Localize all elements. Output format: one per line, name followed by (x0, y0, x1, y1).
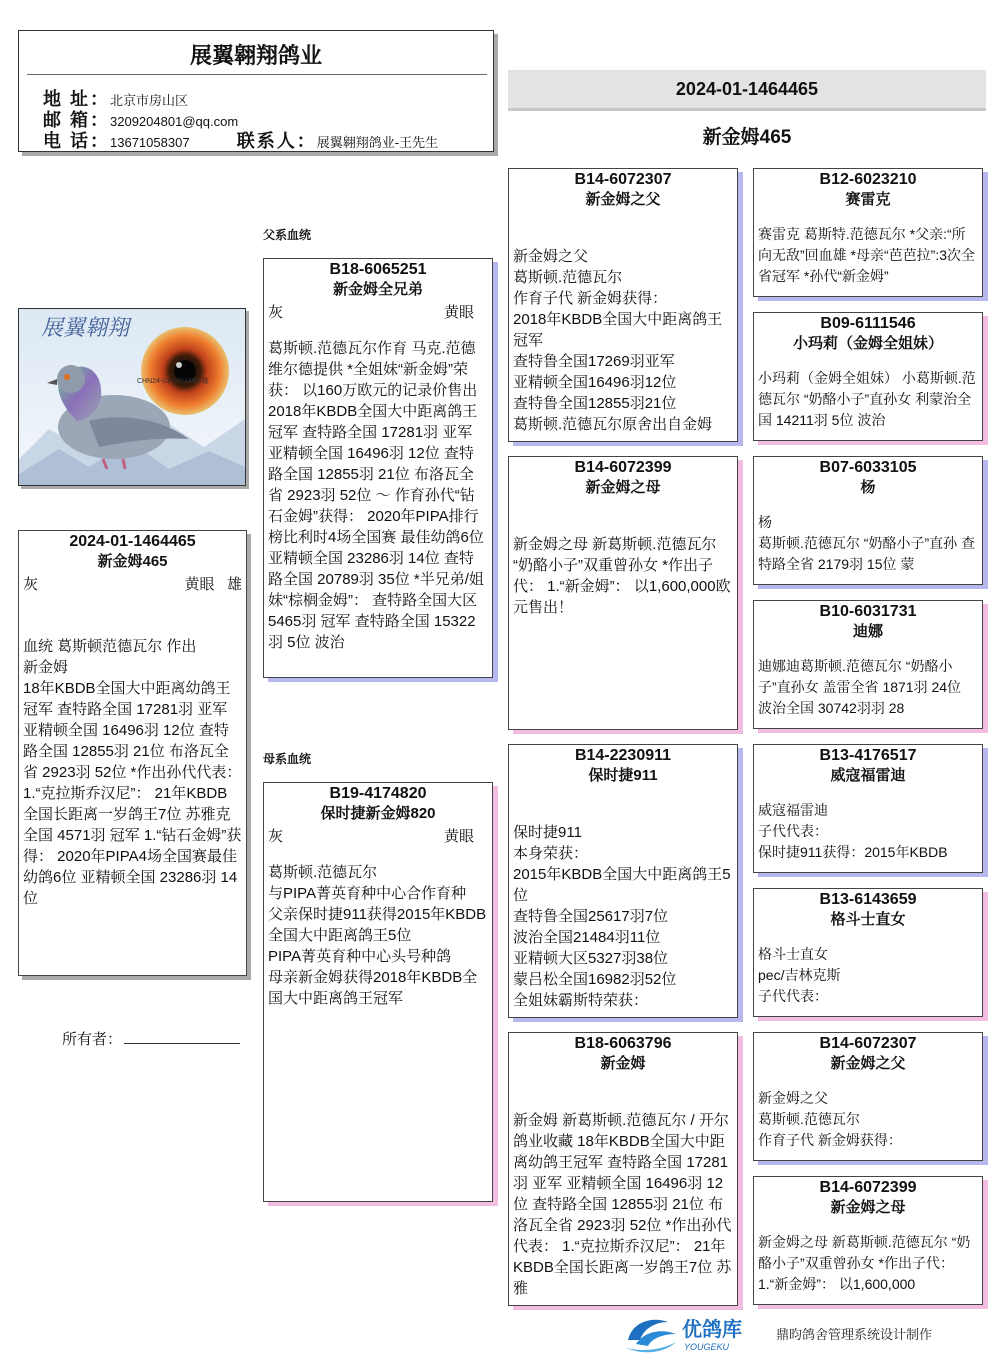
dam-ring: B19-4174820 (329, 785, 427, 802)
dam-dam-description: 新金姆 新葛斯顿.范德瓦尔 / 开尔鸽业收藏 18年KBDB全国大中距离幼鸽王冠军 查特路全国 17281羽 亚军 亚精顿全国 16496羽 12位 查特路全国 12855羽 21位 布洛瓦全省 2923羽 52位 *作出孙代代表： 1.“克拉斯乔汉尼”： 21年KBDB全国长距离一岁鸽王7位 苏雅 (513, 1112, 732, 1297)
dam-dam-name: 新金姆 (600, 1055, 646, 1072)
ggp-sds-ring: B07-6033105 (819, 459, 917, 476)
owner-label: 所有者： (62, 1031, 123, 1048)
dam-description: 葛斯顿.范德瓦尔 与PIPA菁英育种中心合作育种 父亲保时捷911获得2015年KBDB全国大中距离鸽王5位 PIPA菁英育种中心头号种鸽 母亲新金姆获得2018年KBDB全国大中距离鸽王冠军 (268, 864, 487, 1007)
sire-line-label: 父系血统 (263, 228, 312, 242)
dam-dam-ring: B18-6063796 (574, 1035, 672, 1052)
sire-color: 灰 (268, 304, 284, 321)
ggp-sds-card (753, 456, 983, 585)
dam-sire-ring: B14-2230911 (574, 747, 672, 764)
subject-card (18, 530, 247, 976)
photo-brand-text: 展翼翱翔 (41, 316, 130, 341)
sire-sire-name: 新金姆之父 (585, 191, 661, 208)
ggp-sds-name: 杨 (860, 479, 876, 496)
subject-sex: 雄 (226, 576, 242, 593)
dam-card (263, 782, 493, 1202)
yougeku-logo-icon (622, 1310, 762, 1356)
sire-ring: B18-6065251 (329, 261, 427, 278)
ggp-dds-card (753, 1032, 983, 1161)
sire-dam-ring: B14-6072399 (574, 459, 672, 476)
sire-card (263, 258, 493, 678)
loft-title: 展翼翱翔鸽业 (189, 43, 322, 68)
dam-sire-card (508, 744, 738, 1018)
sire-dam-name: 新金姆之母 (585, 479, 661, 496)
sire-sire-card (508, 168, 738, 442)
sire-sire-description: 新金姆之父 葛斯顿.范德瓦尔 作育子代 新金姆获得： 2018年KBDB全国大中距离鸽王冠军 查特鲁全国17269羽亚军 亚精顿全国16496羽12位 查特鲁全国12855羽21位 葛斯顿.范德瓦尔原舍出自金姆 (513, 248, 723, 433)
logo-en-text: YOUGEKU (684, 1342, 730, 1352)
subject-eye: 黄眼 (184, 576, 215, 593)
sire-description: 葛斯顿.范德瓦尔作育 马克.范德维尔德提供 *全姐妹“新金姆”荣获： 以160万欧元的记录价售出 2018年KBDB全国大中距离鸽王冠军 查特路全国 17281羽 亚军 亚精顿全国 16496羽 12位 查特路全国 12855羽 21位 布洛瓦全省 2923羽 52位 ～ 作育孙代“钻石金姆”获得： 2020年PIPA排行榜比利时4场全国赛 最佳幼鸽6位 亚精顿全国 23286羽 14位 查特路全国 20789羽 35位 *半兄弟/姐妹“棕榈金姆”： 查特路全国大区 5465羽 冠军 查特路全国 15322羽 5位 波治 (268, 340, 489, 651)
ggp-ddd-ring: B14-6072399 (819, 1179, 917, 1196)
email-row: 邮 箱：3209204801@qq.com (43, 110, 239, 130)
subject-description: 血统 葛斯顿范德瓦尔 作出 新金姆 18年KBDB全国大中距离幼鸽王冠军 查特路全国 17281羽 亚军 亚精顿全国 16496羽 12位 查特路全国 12855羽 21位 布洛瓦全省 2923羽 52位 *作出孙代代表： 1.“克拉斯乔汉尼”： 21年KBDB全国长距离一岁鸽王7位 苏雅克全国 4571羽 冠军 1.“钻石金姆”获得： 2020年PIPA4场全国赛最佳幼鸽6位 亚精顿全国 23286羽 14位 (23, 638, 242, 907)
ggp-sdd-ring: B10-6031731 (819, 603, 917, 620)
ggp-dsd-name: 格斗士直女 (830, 911, 906, 928)
ggp-ssd-card (753, 312, 983, 441)
sire-attributes (264, 300, 492, 324)
ggp-dss-card (753, 744, 983, 873)
dam-line-label: 母系血统 (263, 752, 312, 766)
pedigree-bird-name: 新金姆465 (702, 127, 792, 148)
ggp-sdd-name: 迪娜 (852, 623, 883, 640)
ggp-sss-description: 赛雷克 葛斯特.范德瓦尔 *父亲:“所向无敌”回血雄 *母亲“芭芭拉”:3次全省冠军 *孙代“新金姆” (758, 226, 975, 284)
subject-ring: 2024-01-1464465 (69, 533, 196, 550)
phone-row: 电 话：13671058307 联系人：展翼翱翔鸽业-王先生 (43, 131, 439, 151)
dam-name: 保时捷新金姆820 (320, 805, 436, 822)
address-row: 地 址：北京市房山区 (43, 89, 189, 109)
ggp-dds-name: 新金姆之父 (830, 1055, 906, 1072)
loft-header (18, 30, 494, 152)
ggp-dsd-card (753, 888, 983, 1017)
dam-color: 灰 (268, 828, 284, 845)
contact-value: 展翼翱翔鸽业-王先生 (316, 135, 439, 150)
logo-cn-text: 优鸽库 (682, 1319, 742, 1341)
subject-attributes (19, 572, 246, 596)
owner-field (62, 1028, 240, 1049)
ggp-dsd-description: 格斗士直女 pec/吉林克斯 子代代表： (758, 946, 841, 1004)
ggp-ssd-ring: B09-6111546 (820, 315, 916, 332)
dam-sire-description: 保时捷911 本身荣获： 2015年KBDB全国大中距离鸽王5位 查特鲁全国25617羽7位 波治全国21484羽11位 亚精顿大区5327羽38位 蒙吕松全国16982羽52位 全姐妹霸斯特荣获： (513, 824, 731, 1009)
ggp-dds-ring: B14-6072307 (819, 1035, 917, 1052)
pedigree-ring-number: 2024-01-1464465 (508, 70, 986, 108)
dam-sire-name: 保时捷911 (588, 767, 658, 784)
phone-value: 13671058307 (110, 135, 190, 150)
contact-label: 联系人： (236, 131, 317, 151)
ggp-dss-description: 威寇福雷迪 子代代表： 保时捷911获得：2015年KBDB (758, 802, 948, 860)
subject-color: 灰 (23, 576, 39, 593)
ggp-dds-description: 新金姆之父 葛斯顿.范德瓦尔 作育子代 新金姆获得： (758, 1090, 902, 1148)
ggp-sds-description: 杨 葛斯顿.范德瓦尔 “奶酪小子”直孙 查特路全省 2179羽 15位 蒙 (758, 514, 975, 572)
ggp-sdd-card (753, 600, 983, 729)
dam-attributes (264, 824, 492, 848)
address-value: 北京市房山区 (110, 93, 189, 108)
ggp-ddd-name: 新金姆之母 (830, 1199, 906, 1216)
sire-name: 新金姆全兄弟 (332, 281, 423, 298)
sire-eye: 黄眼 (443, 304, 474, 321)
ggp-dss-ring: B13-4176517 (819, 747, 917, 764)
dam-eye: 黄眼 (443, 828, 474, 845)
footer-credit: 鼎昀鸽舍管理系统设计制作 (776, 1327, 933, 1342)
ggp-ssd-description: 小玛莉（金姆全姐妹） 小葛斯顿.范德瓦尔 “奶酪小子”直孙女 利蒙治全国 14211羽 5位 波治 (758, 370, 976, 428)
ggp-sss-ring: B12-6023210 (819, 171, 917, 188)
ggp-sdd-description: 迪娜迪葛斯顿.范德瓦尔 “奶酪小子”直孙女 盖雷全省 1871羽 24位 波治全国 30742羽羽 28 (758, 658, 965, 716)
subject-name: 新金姆465 (97, 553, 168, 570)
ggp-ddd-description: 新金姆之母 新葛斯顿.范德瓦尔 “奶酪小子”双重曾孙女 *作出子代： 1.“新金姆”： 以1,600,000 (758, 1234, 971, 1292)
header-divider (27, 74, 487, 75)
ggp-dsd-ring: B13-6143659 (819, 891, 917, 908)
ggp-ssd-name: 小玛莉（金姆全姐妹） (792, 335, 943, 352)
photo-caption: CHN24-01-1464465 雄 (137, 378, 209, 385)
pigeon-photo (18, 308, 246, 486)
sire-dam-description: 新金姆之母 新葛斯顿.范德瓦尔 “奶酪小子”双重曾孙女 *作出子代： 1.“新金姆”： 以1,600,000欧元售出！ (513, 536, 731, 616)
ggp-ddd-card (753, 1176, 983, 1305)
ggp-sss-card (753, 168, 983, 297)
dam-dam-card (508, 1032, 738, 1306)
sire-dam-card (508, 456, 738, 730)
email-value: 3209204801@qq.com (110, 114, 239, 129)
yougeku-logo (622, 1310, 762, 1356)
ggp-dss-name: 威寇福雷迪 (830, 767, 906, 784)
sire-sire-ring: B14-6072307 (574, 171, 672, 188)
owner-signature-line (124, 1029, 240, 1044)
ggp-sss-name: 赛雷克 (845, 191, 891, 208)
pigeon-illustration (19, 309, 245, 485)
